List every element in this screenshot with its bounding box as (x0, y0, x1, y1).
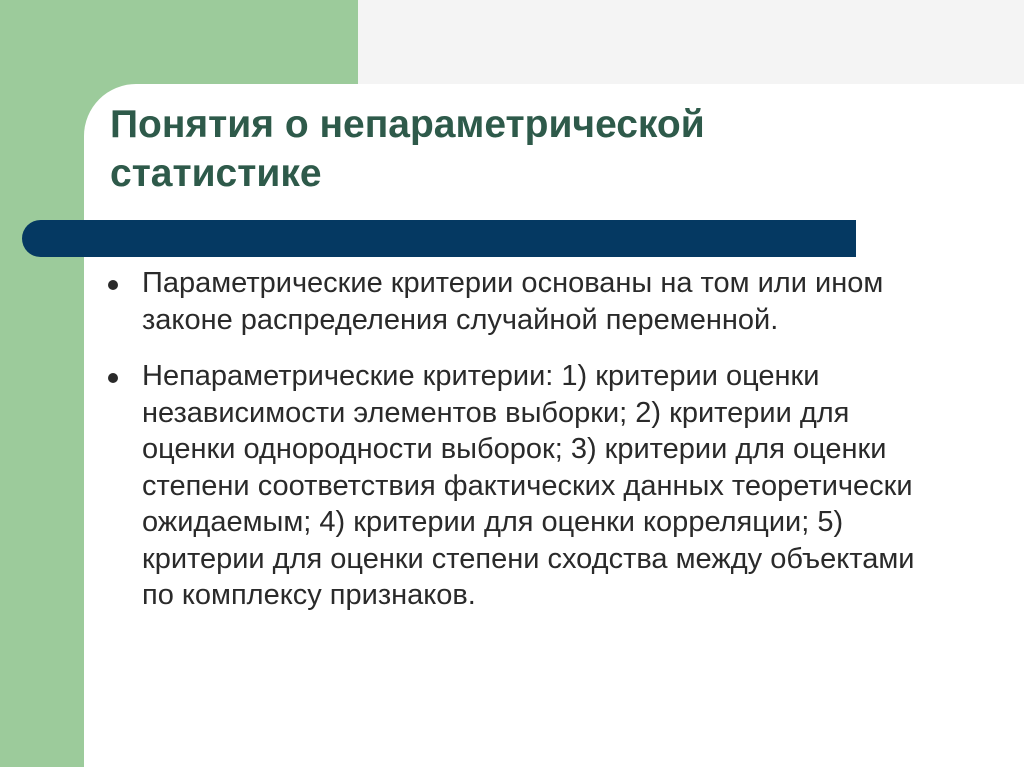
bullet-item-nonparametric (100, 358, 940, 614)
bullet-item-parametric (100, 265, 940, 338)
bullet-list (100, 265, 940, 634)
bullet-icon (108, 373, 118, 383)
slide-title: Понятия о непараметрической статистике (110, 103, 705, 195)
title-underline-bar (22, 220, 856, 257)
bullet-icon (108, 280, 118, 290)
bullet-text: Параметрические критерии основаны на том или ином законе распределения случайной переменной. (142, 267, 884, 336)
bullet-text: Непараметрические критерии: 1) критерии оценки независимости элементов выборки; 2) критерии для оценки однородности выборок; 3) критерии для оценки степени соответствия фактических данных теоретически ожидаемым; 4) критерии для оценки корреляции; 5) критерии для оценки степени сходства между объектами по комплексу признаков. (142, 360, 915, 611)
